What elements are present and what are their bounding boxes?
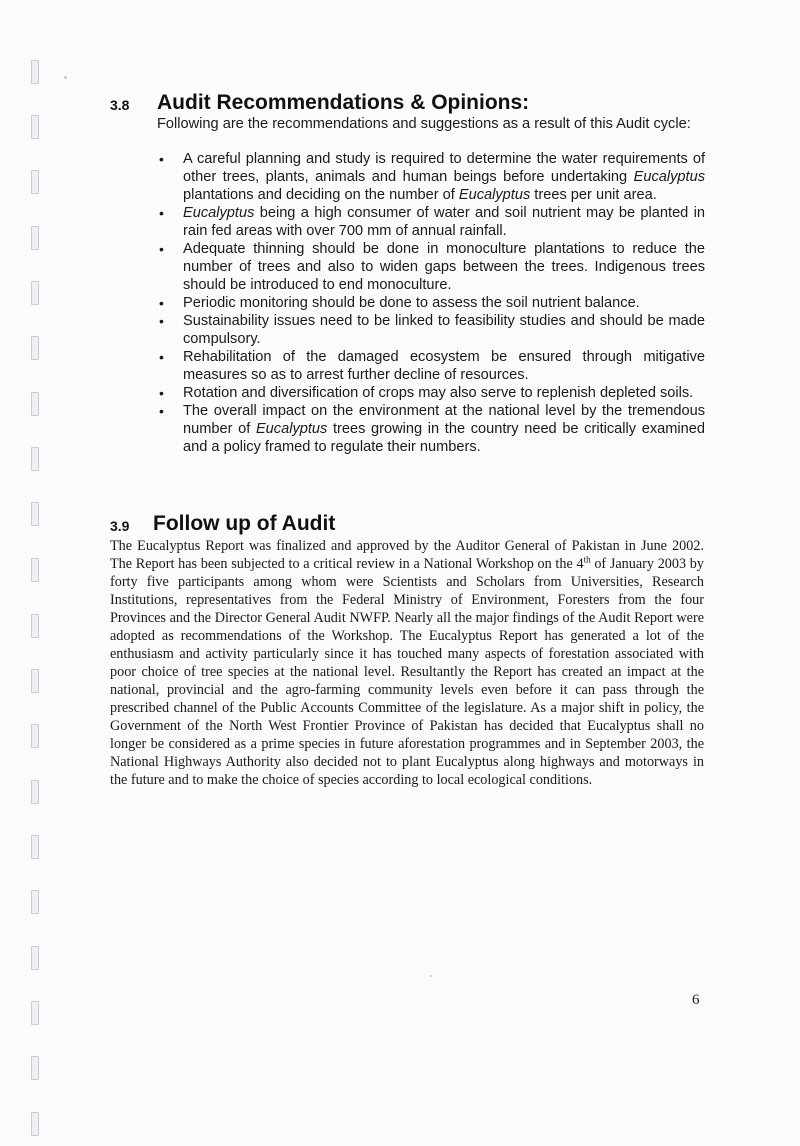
recommendation-item bbox=[157, 150, 705, 204]
species-name: Eucalyptus bbox=[183, 205, 255, 221]
section-intro: Following are the recommendations and suggestions as a result of this Audit cycle: bbox=[157, 116, 691, 132]
item-text: Adequate thinning should be done in monoculture plantations to reduce the number of trees and also to widen gaps between the trees. Indigenous trees should be introduced to end monoculture. bbox=[183, 241, 705, 293]
item-text: plantations and deciding on the number of bbox=[183, 187, 459, 203]
binder-hole bbox=[31, 502, 39, 526]
bullet-icon: • bbox=[159, 295, 164, 311]
binder-hole bbox=[31, 336, 39, 360]
binder-hole bbox=[31, 281, 39, 305]
binder-hole bbox=[31, 1001, 39, 1025]
binder-hole bbox=[31, 890, 39, 914]
recommendation-item bbox=[157, 384, 705, 402]
section-number: 3.9 bbox=[110, 518, 130, 534]
bullet-icon: • bbox=[159, 151, 164, 167]
recommendation-item bbox=[157, 294, 705, 312]
item-text: The overall impact on the environment at the national level by the tremendous number of bbox=[183, 403, 705, 437]
recommendations-list bbox=[157, 150, 705, 456]
item-text: trees growing in the country need be critically examined and a policy framed to regulate their numbers. bbox=[183, 421, 705, 455]
recommendation-item bbox=[157, 402, 705, 456]
recommendation-item bbox=[157, 312, 705, 348]
item-text: trees per unit area. bbox=[530, 187, 657, 203]
binder-hole bbox=[31, 1056, 39, 1080]
binder-hole bbox=[31, 392, 39, 416]
section-heading: Audit Recommendations & Opinions: bbox=[157, 91, 530, 114]
page-number: 6 bbox=[692, 992, 700, 1008]
recommendation-item bbox=[157, 348, 705, 384]
binder-hole bbox=[31, 226, 39, 250]
item-text: Rehabilitation of the damaged ecosystem be ensured through mitigative measures so as to arrest further decline of resources. bbox=[183, 349, 705, 383]
binder-hole bbox=[31, 115, 39, 139]
scan-speck bbox=[64, 76, 67, 79]
binder-hole bbox=[31, 614, 39, 638]
recommendation-item bbox=[157, 204, 705, 240]
bullet-icon: • bbox=[159, 385, 164, 401]
item-text: A careful planning and study is required to determine the water requirements of other trees, plants, animals and human beings before undertaking bbox=[183, 151, 705, 185]
scan-speck bbox=[430, 975, 432, 977]
binder-hole bbox=[31, 1112, 39, 1136]
item-text: Rotation and diversification of crops may also serve to replenish depleted soils. bbox=[183, 385, 694, 401]
bullet-icon: • bbox=[159, 241, 164, 257]
species-name: Eucalyptus bbox=[458, 187, 531, 203]
species-name: Eucalyptus bbox=[255, 421, 328, 437]
binder-hole bbox=[31, 780, 39, 804]
binder-hole bbox=[31, 170, 39, 194]
binder-hole bbox=[31, 724, 39, 748]
section-number: 3.8 bbox=[110, 97, 130, 113]
binder-hole bbox=[31, 447, 39, 471]
bullet-icon: • bbox=[159, 349, 164, 365]
follow-up-paragraph bbox=[110, 537, 704, 789]
bullet-icon: • bbox=[159, 403, 164, 419]
recommendation-item bbox=[157, 240, 705, 294]
bullet-icon: • bbox=[159, 205, 164, 221]
binder-hole bbox=[31, 946, 39, 970]
item-text: Sustainability issues need to be linked to feasibility studies and should be made compulsory. bbox=[183, 313, 705, 347]
binder-hole bbox=[31, 60, 39, 84]
binder-hole bbox=[31, 835, 39, 859]
paragraph-text: The Eucalyptus Report was finalized and approved by the Auditor General of Pakistan in June 2002. The Report has been subjected to a critical review in a National Workshop on the 4 bbox=[110, 538, 704, 572]
binder-hole bbox=[31, 558, 39, 582]
section-heading: Follow up of Audit bbox=[153, 512, 336, 535]
bullet-icon: • bbox=[159, 313, 164, 329]
item-text: Periodic monitoring should be done to assess the soil nutrient balance. bbox=[183, 295, 640, 311]
item-text: being a high consumer of water and soil nutrient may be planted in rain fed areas with over 700 mm of annual rainfall. bbox=[183, 205, 705, 239]
binder-hole bbox=[31, 669, 39, 693]
paragraph-text: of January 2003 by forty five participants among whom were Scientists and Scholars from Universities, Research Institutions, representatives from the Federal Ministry of Environment, Foresters from the four Provinces and the Director General Audit NWFP. Nearly all the major findings of the Audit Report were adopted as recommendations of the Workshop. The Eucalyptus Report has generated a lot of the enthusiasm and activity particularly since it has touched many aspects of forestation associated with poor choice of tree species at the national level. Resultantly the Report has created an impact at the national, provincial and the agro-farming community levels even before it can pass through the prescribed channel of the Public Accounts Committee of the legislature. As a major shift in policy, the Government of the North West Frontier Province of Pakistan has decided that Eucalyptus shall no longer be considered as a prime species in future aforestation programmes and in September 2003, the National Highways Authority also decided not to plant Eucalyptus along highways and motorways in the future and to make the choice of species according to local ecological conditions. bbox=[110, 556, 704, 788]
ordinal-suffix: th bbox=[583, 554, 591, 565]
species-name: Eucalyptus bbox=[633, 169, 705, 185]
